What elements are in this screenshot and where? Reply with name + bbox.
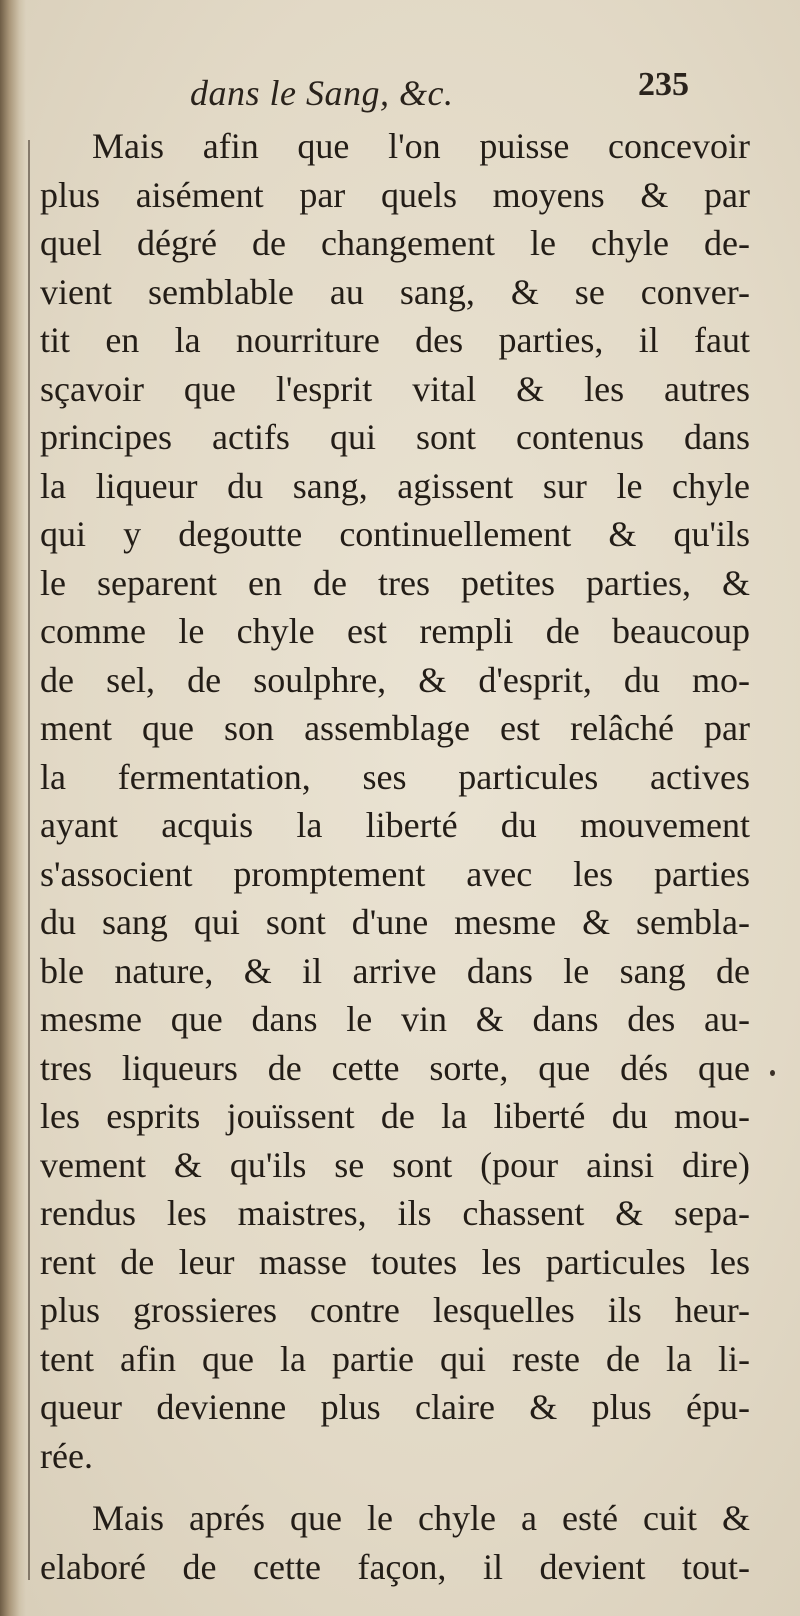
gutter-shadow-line [28,140,30,1580]
text-line: la fermentation, ses particules actives [40,756,750,797]
text-line: queur devienne plus claire & plus épu- [40,1387,750,1427]
text-line: vient semblable au sang, & se conver- [40,271,750,312]
text-line: les esprits jouïssent de la liberté du mou- [40,1096,750,1136]
text-line: du sang qui sont d'une mesme & sembla- [40,902,750,942]
page-number: 235 [638,66,689,103]
text-line: le separent en de tres petites parties, & [40,562,750,603]
paragraph-2 [40,1494,750,1591]
text-line: elaboré de cette façon, il devient tout- [40,1546,750,1587]
text-line: ble nature, & il arrive dans le sang de [40,950,750,991]
text-line: Mais afin que l'on puisse concevoir [92,126,750,166]
body-text [40,122,750,1591]
binding-gutter [0,0,26,1616]
text-line: plus grossieres contre lesquelles ils heur- [40,1290,750,1330]
text-line: principes actifs qui sont contenus dans [40,417,750,457]
text-line: Mais aprés que le chyle a esté cuit & [92,1498,750,1538]
text-line: rée. [40,1435,93,1476]
text-line: ayant acquis la liberté du mouvement [40,805,750,845]
running-head: dans le Sang, &c. [190,73,454,113]
text-line: rendus les maistres, ils chassent & sepa- [40,1193,750,1233]
text-line: plus aisément par quels moyens & par [40,174,750,215]
text-line: sçavoir que l'esprit vital & les autres [40,368,750,409]
text-line: tent afin que la partie qui reste de la li- [40,1338,750,1379]
text-line: vement & qu'ils se sont (pour ainsi dire) [40,1144,750,1185]
text-line: mesme que dans le vin & dans des au- [40,999,750,1039]
text-line: comme le chyle est rempli de beaucoup [40,611,750,651]
text-line: rent de leur masse toutes les particules les [40,1241,750,1282]
paragraph-1 [40,122,750,1480]
ink-speck [770,1070,775,1076]
text-line: de sel, de soulphre, & d'esprit, du mo- [40,659,750,700]
text-line: quel dégré de changement le chyle de- [40,223,750,263]
text-line: tres liqueurs de cette sorte, que dés que [40,1047,750,1088]
text-line: la liqueur du sang, agissent sur le chyle [40,465,750,506]
text-line: qui y degoutte continuellement & qu'ils [40,514,750,554]
text-line: tit en la nourriture des parties, il faut [40,320,750,360]
text-line: s'associent promptement avec les parties [40,853,750,894]
text-line: ment que son assemblage est relâché par [40,708,750,748]
paragraph-gap [40,1480,750,1494]
